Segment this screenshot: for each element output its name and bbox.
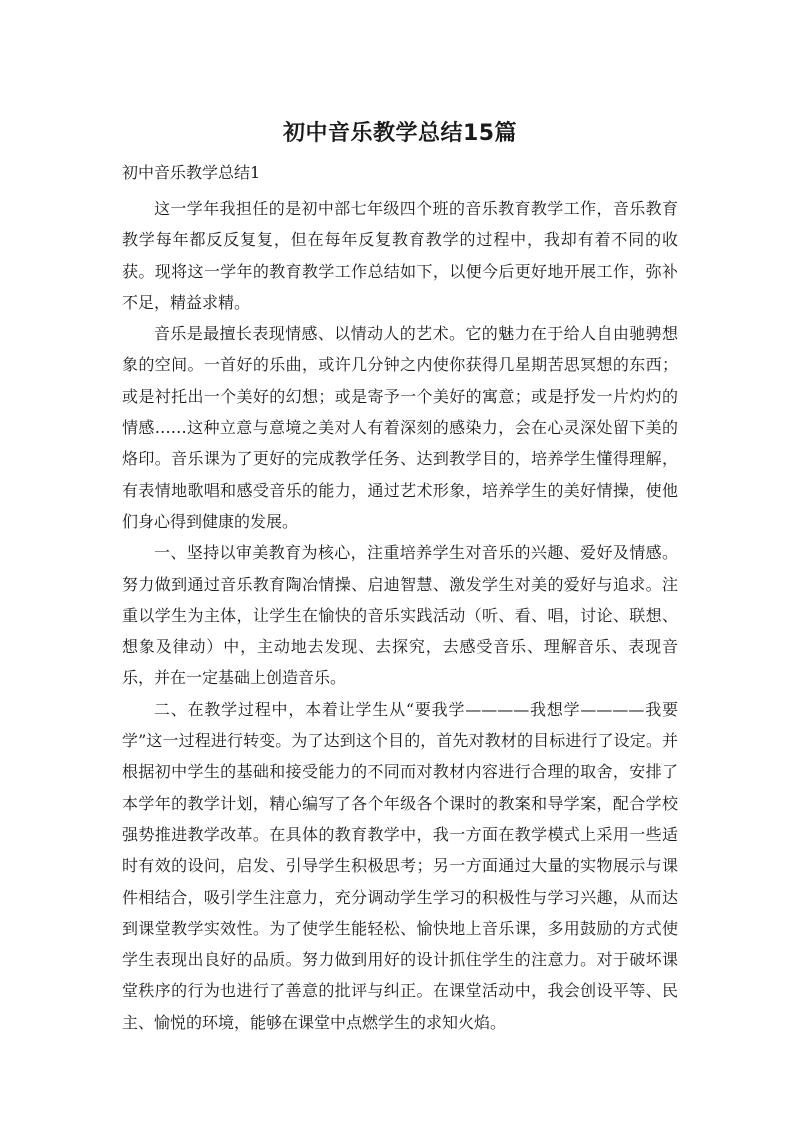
body-paragraph: 这一学年我担任的是初中部七年级四个班的音乐教育教学工作，音乐教育教学每年都反反复复，但在每年反复教育教学的过程中，我却有着不同的收获。现将这一学年的教育教学工作总结如下，以便今后更好地开展工作，弥补不足，精益求精。 bbox=[122, 199, 678, 312]
body-paragraph: 一、坚持以审美教育为核心，注重培养学生对音乐的兴趣、爱好及情感。努力做到通过音乐教育陶冶情操、启迪智慧、激发学生对美的爱好与追求。注重以学生为主体，让学生在愉快的音乐实践活动（听、看、唱，讨论、联想、想象及律动）中，主动地去发现、去探究，去感受音乐、理解音乐、表现音乐，并在一定基础上创造音乐。 bbox=[122, 543, 678, 688]
section-heading: 初中音乐教学总结1 bbox=[122, 163, 261, 182]
document-body bbox=[122, 193, 678, 1038]
body-paragraph: 二、在教学过程中，本着让学生从“要我学————我想学————我要学”这一过程进行转变。为了达到这个目的，首先对教材的目标进行了设定。并根据初中学生的基础和接受能力的不同而对教材内容进行合理的取舍，安排了本学年的教学计划，精心编写了各个年级各个课时的教案和导学案，配合学校强势推进教学改革。在具体的教育教学中，我一方面在教学模式上采用一些适时有效的设问，启发、引导学生积极思考；另一方面通过大量的实物展示与课件相结合，吸引学生注意力，充分调动学生学习的积极性与学习兴趣，从而达到课堂教学实效性。为了使学生能轻松、愉快地上音乐课，多用鼓励的方式使学生表现出良好的品质。努力做到用好的设计抓住学生的注意力。对于破坏课堂秩序的行为也进行了善意的批评与纠正。在课堂活动中，我会创设平等、民主、愉悦的环境，能够在课堂中点燃学生的求知火焰。 bbox=[122, 699, 678, 1032]
document-title: 初中音乐教学总结15篇 bbox=[282, 121, 518, 146]
body-paragraph: 音乐是最擅长表现情感、以情动人的艺术。它的魅力在于给人自由驰骋想象的空间。一首好的乐曲，或许几分钟之内使你获得几星期苦思冥想的东西；或是衬托出一个美好的幻想；或是寄予一个美好的寓意；或是抒发一片灼灼的情感……这种立意与意境之美对人有着深刻的感染力，会在心灵深处留下美的烙印。音乐课为了更好的完成教学任务、达到教学目的，培养学生懂得理解，有表情地歌唱和感受音乐的能力，通过艺术形象，培养学生的美好情操，使他们身心得到健康的发展。 bbox=[122, 324, 678, 531]
